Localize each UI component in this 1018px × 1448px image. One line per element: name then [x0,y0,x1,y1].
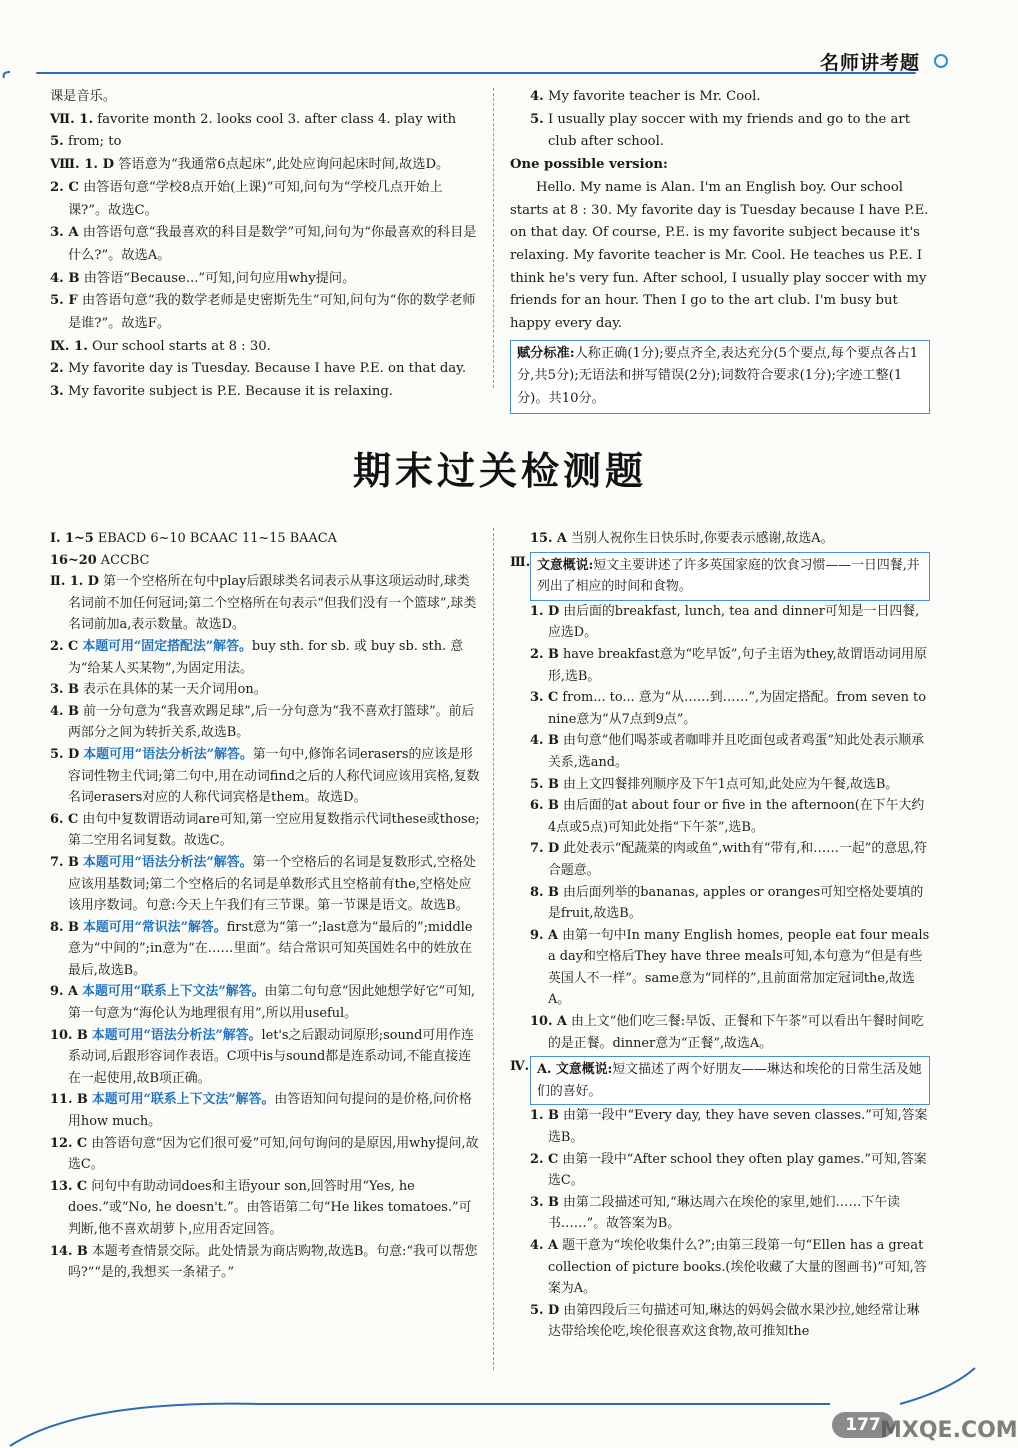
method-hint: 本题可用“联系上下文法”解答。 [91,1092,275,1108]
answer-item [510,86,930,109]
answer-text: 由后面的breakfast, lunch, tea and dinner可知是一日四餐,应选D。 [548,603,920,641]
answer-text: first意为“第一”;last意为“最后的”;middle意为“中间的”;in意为“在……里面”。结合常识可知英国姓名中的姓放在最后,故选B。 [68,919,473,978]
answer-number: 12. C [50,1135,88,1151]
answer-text: 由答语句意“我的数学老师是史密斯先生”可知,问句为“你的数学老师是谁?”。故选F。 [68,293,476,332]
section-title: 期末过关检测题 [352,449,647,493]
method-hint: 本题可用“常识法”解答。 [82,919,227,935]
method-hint: 本题可用“语法分析法”解答。 [82,854,253,870]
answer-text: 由答语句意“我最喜欢的科目是数学”可知,问句为“你最喜欢的科目是什么?”。故选A。 [68,225,477,263]
answer-number: 4. B [50,703,79,719]
answer-item [30,571,480,636]
answer-item [30,154,480,177]
answer-number: 3. A [50,225,79,241]
answer-number: 9. A [530,927,558,943]
answer-item [30,222,480,267]
answer-number: Ⅷ. 1. D [50,157,115,173]
section-4-label: Ⅳ. [510,1059,530,1075]
answer-item [510,687,930,730]
answer-item [30,290,480,335]
answer-number: Ⅶ. 1. [50,111,94,127]
answer-number: 4. B [530,733,559,749]
answer-item [30,744,480,809]
answer-number: 2. C [50,638,79,654]
answer-number: 2. B [530,646,559,662]
watermark: MXQE.COM [880,1418,1018,1443]
answer-item [30,1025,480,1090]
answer-item [510,1300,930,1343]
answer-item [30,177,480,222]
section-3-label: Ⅲ. [510,554,531,570]
answer-text: 答语意为“我通常6点起床”,此处应询问起床时间,故选D。 [118,157,450,173]
answer-item [30,1241,480,1284]
answer-text: 由第二段描述可知,“琳达周六在埃伦的家里,她们……下午读书……”。故答案为B。 [548,1194,901,1232]
answer-text: from... to... 意为“从……到……”,为固定搭配。from seven to nine意为“从7点到9点”。 [548,690,926,727]
answer-number: 10. B [50,1027,88,1043]
answer-number: 2. [50,361,64,377]
answer-number: 6. B [530,798,559,814]
answer-item [30,381,480,404]
answer-text: 由后面的at about four or five in the afternoon(在下午大约4点或5点)可知此处指“下午茶”,选B。 [548,798,925,835]
answer-text: 第一个空格所在句中play后跟球类名词表示从事这项运动时,球类名词前不加任何冠词;第二个空格所在句表示“但我们没有一个篮球”,球类名词前加a,表示数量。故选D。 [68,574,477,633]
answer-number: 11. B [50,1092,88,1108]
answer-text: I usually play soccer with my friends and go to the art club after school. [547,111,911,150]
answer-item [510,774,930,796]
answer-text: favorite month 2. looks cool 3. after class 4. play with [97,111,457,127]
answer-item [30,131,480,154]
answer-number: 5. [50,134,64,150]
answer-item [510,1235,930,1300]
bottom-left-column [30,528,480,1284]
answer-number: 5. B [530,776,559,792]
answer-text: 由第四段后三句描述可知,琳达的妈妈会做水果沙拉,她经常让琳达带给埃伦吃,埃伦很喜欢这食物,故可推知the [548,1302,920,1340]
answer-text: 前一分句意为“我喜欢踢足球”,后一分句意为“我不喜欢打篮球”。前后两部分之间为转折关系,故选B。 [68,703,475,741]
version-label: One possible version: [510,157,668,173]
column-divider [493,88,494,388]
answer-item [510,795,930,838]
answer-text: let's之后跟动词原形;sound可用作连系动词,后跟形容词作表语。C项中is与sound都是连系动词,不能直接连在一起使用,故B项正确。 [68,1027,474,1086]
answer-item [30,981,480,1024]
answer-item [510,109,930,154]
answer-number: 5. F [50,293,78,309]
answer-item [510,925,930,1011]
answer-text: have breakfast意为“吃早饭”,句子主语为they,故谓语动词用原形,选B。 [548,646,927,684]
answer-text: 由句中复数谓语动词are可知,第一空应用复数指示代词these或those;第二空用名词复数。故选C。 [68,811,480,849]
answer-number: 5. D [50,746,80,762]
header-title: 名师讲考题 [819,52,920,74]
answer-item [30,917,480,982]
answer-text: 表示在具体的某一天介词用on。 [82,682,267,698]
answer-item [510,1149,930,1192]
answer-item: 15. A 当别人祝你生日快乐时,你要表示感谢,故选A。 [530,531,834,546]
answer-text: 第一句中,修饰名词erasers的应该是形容词性物主代词;第二句中,用在动词find之后的人称代词应该用宾格,复数名词erasers对应的人称代词宾格是them。故选D。 [68,746,480,806]
answer-text: 由第一段中“Every day, they have seven classes.”可知,答案选B。 [548,1108,928,1146]
answer-number: 3. B [530,1194,559,1210]
answer-text: My favorite day is Tuesday. Because I have P.E. on that day. [67,361,467,377]
page-number: 177 [832,1412,894,1438]
answer-item [510,838,930,881]
answer-text: 由答语句意“学校8点开始(上课)”可知,问句为“学校几点开始上课?”。故选C。 [68,179,443,218]
answer-item [30,336,480,359]
top-left-column [30,86,480,404]
header-rule [36,72,916,74]
answer-number: 4. A [530,1238,558,1253]
answer-number: 3. C [530,690,559,706]
answer-text: 由第二句句意“因此她想学好它”可知,第一句意为“海伦认为地理很有用”,所以用useful。 [68,984,476,1022]
method-hint: 本题可用“联系上下文法”解答。 [82,984,265,1000]
sample-essay: Hello. My name is Alan. I'm an English boy. Our school starts at 8 : 30. My favorite day is Tuesday because I have P.E. on that day. Of course, P.E. is my favorite subject because it's relaxing. My favorite teacher is Mr. Cool. He teaches us P.E. I think he's very fun. After school, I usually play soccer with my friends for an hour. Then I go to the art club. I'm busy but happy every day. [510,179,929,332]
answer-text: 题干意为“埃伦收集什么?”;由第三段第一句“Ellen has a great collection of picture books.(埃伦收藏了大量的图画书)”可知,答案为A。 [548,1238,927,1297]
answer-text: 由第一段中“After school they often play games.”可知,答案选C。 [548,1151,927,1189]
answer-text: Our school starts at 8 : 30. [92,338,271,354]
answer-number: Ⅱ. 1. D [50,574,99,590]
answer-number: Ⅰ. 1~5 [50,531,94,546]
answer-item [30,1176,480,1241]
answer-text: 由答语“Because...”可知,问句应用why提问。 [83,270,356,286]
answer-item [30,679,480,701]
answer-number: 4. B [50,270,80,286]
answer-text: My favorite subject is P.E. Because it is relaxing. [67,384,393,400]
answer-item [510,882,930,925]
answer-number: 8. B [530,884,559,900]
answer-number: 8. B [50,919,79,935]
answer-text: My favorite teacher is Mr. Cool. [547,89,761,104]
answer-item [510,644,930,687]
answer-text: 由答语句意“因为它们很可爱”可知,问句询问的是原因,用why提问,故选C。 [68,1135,479,1173]
answer-text: 由上文“他们吃三餐:早饭、正餐和下午茶”可以看出午餐时间吃的是正餐。dinner意为“正餐”,故选A。 [548,1014,924,1051]
score-text: 人称正确(1分);要点齐全,表达充分(5个要点,每个要点各占1分,共5分);无语法和拼写错误(2分);词数符合要求(1分);字迹工整(1分)。共10分。 [517,345,919,407]
answer-item [30,1089,480,1132]
answer-number: 14. B [50,1243,88,1259]
section-3-summary [510,552,930,601]
answer-item [30,109,480,132]
answer-item [510,1105,930,1148]
answer-text: 由后面列举的bananas, apples or oranges可知空格处要填的是fruit,故选B。 [548,884,924,922]
answer-item [510,601,930,644]
answer-number: 13. C [50,1178,88,1194]
score-criteria-box [510,340,930,414]
answer-item [30,86,480,109]
answer-item [510,1192,930,1235]
answer-text: 课是音乐。 [50,89,116,104]
answer-item [30,636,480,679]
answer-number: 5. D [530,1302,560,1318]
answer-number: 2. C [530,1151,559,1167]
method-hint: 本题可用“固定搭配法”解答。 [82,638,252,654]
answer-text: EBACD 6~10 BCAAC 11~15 BAACA [97,531,337,546]
answer-text: 由上文四餐排列顺序及下午1点可知,此处应为午餐,故选B。 [562,776,899,792]
answer-text: buy sth. for sb. 或 buy sb. sth. 意为“给某人买某物”,为固定用法。 [68,638,464,676]
answer-number: 9. A [50,984,78,1000]
answer-item [30,268,480,291]
answer-number: 1. D [530,603,560,619]
summary-box: 文意概说:短文主要讲述了许多英国家庭的饮食习惯——一日四餐,并列出了相应的时间和食物。 [530,552,930,601]
answer-item [30,1133,480,1176]
answer-item [30,528,480,550]
answer-item [30,701,480,744]
answer-text: ACCBC [100,552,150,568]
answer-number: 3. B [50,682,79,698]
section-4-summary [510,1056,930,1105]
answer-text: 由第一句中In many English homes, people eat four meals a day和空格后They have three meals可知,本句意为“但是有些英国人不一样”。same意为“同样的”,且前面常加定冠词the,故选A。 [548,927,930,1008]
method-hint: 本题可用“语法分析法”解答。 [83,746,253,762]
summary-box: A. 文意概说:短文描述了两个好朋友——琳达和埃伦的日常生活及她们的喜好。 [530,1056,930,1105]
answer-item [510,1011,930,1054]
top-right-column [510,86,930,414]
method-hint: 本题可用“语法分析法”解答。 [91,1027,262,1043]
answer-number: 2. C [50,179,79,195]
answer-text: 由句意“他们喝茶或者咖啡并且吃面包或者鸡蛋”知此处表示顺承关系,选and。 [548,733,925,770]
column-divider [493,528,494,1370]
score-label: 赋分标准: [517,345,575,361]
answer-number: 4. [530,89,544,104]
answer-item [510,730,930,773]
answer-text: 此处表示“配蔬菜的肉或鱼”,with有“带有,和……一起”的意思,符合题意。 [548,841,928,878]
answer-number: Ⅸ. 1. [50,338,88,354]
answer-item [30,358,480,381]
answer-text: 本题考查情景交际。此处情景为商店购物,故选B。句意:“我可以帮您吗?”“是的,我想买一条裙子。” [68,1243,478,1281]
answer-text: 第一个空格后的名词是复数形式,空格处应该用基数词;第二个空格后的名词是单数形式且空格前有the,空格处应该用序数词。句意:今天上午我们有三节课。第一节课是语文。故选B。 [68,854,476,914]
answer-number: 5. [530,111,544,127]
answer-number: 10. A [530,1014,567,1030]
answer-text: 问句中有助动词does和主语your son,回答时用“Yes, he does.”或“No, he doesn't.”。由答语第二句“He likes tomatoes.”可判断,他不喜欢胡萝卜,应用否定回答。 [68,1178,472,1237]
answer-text: from; to [67,134,122,150]
answer-number: 3. [50,384,64,400]
circle-icon [934,54,948,68]
answer-item [30,809,480,852]
answer-number: 1. B [530,1108,559,1124]
answer-number: 16~20 [50,552,97,568]
answer-number: 6. C [50,811,79,827]
answer-item [30,550,480,572]
bottom-right-column [510,528,930,1343]
answer-text: 由答语知问句提问的是价格,问价格用how much。 [68,1092,472,1130]
answer-number: 7. B [50,854,79,870]
answer-number: 7. D [530,841,560,857]
answer-item [30,852,480,917]
